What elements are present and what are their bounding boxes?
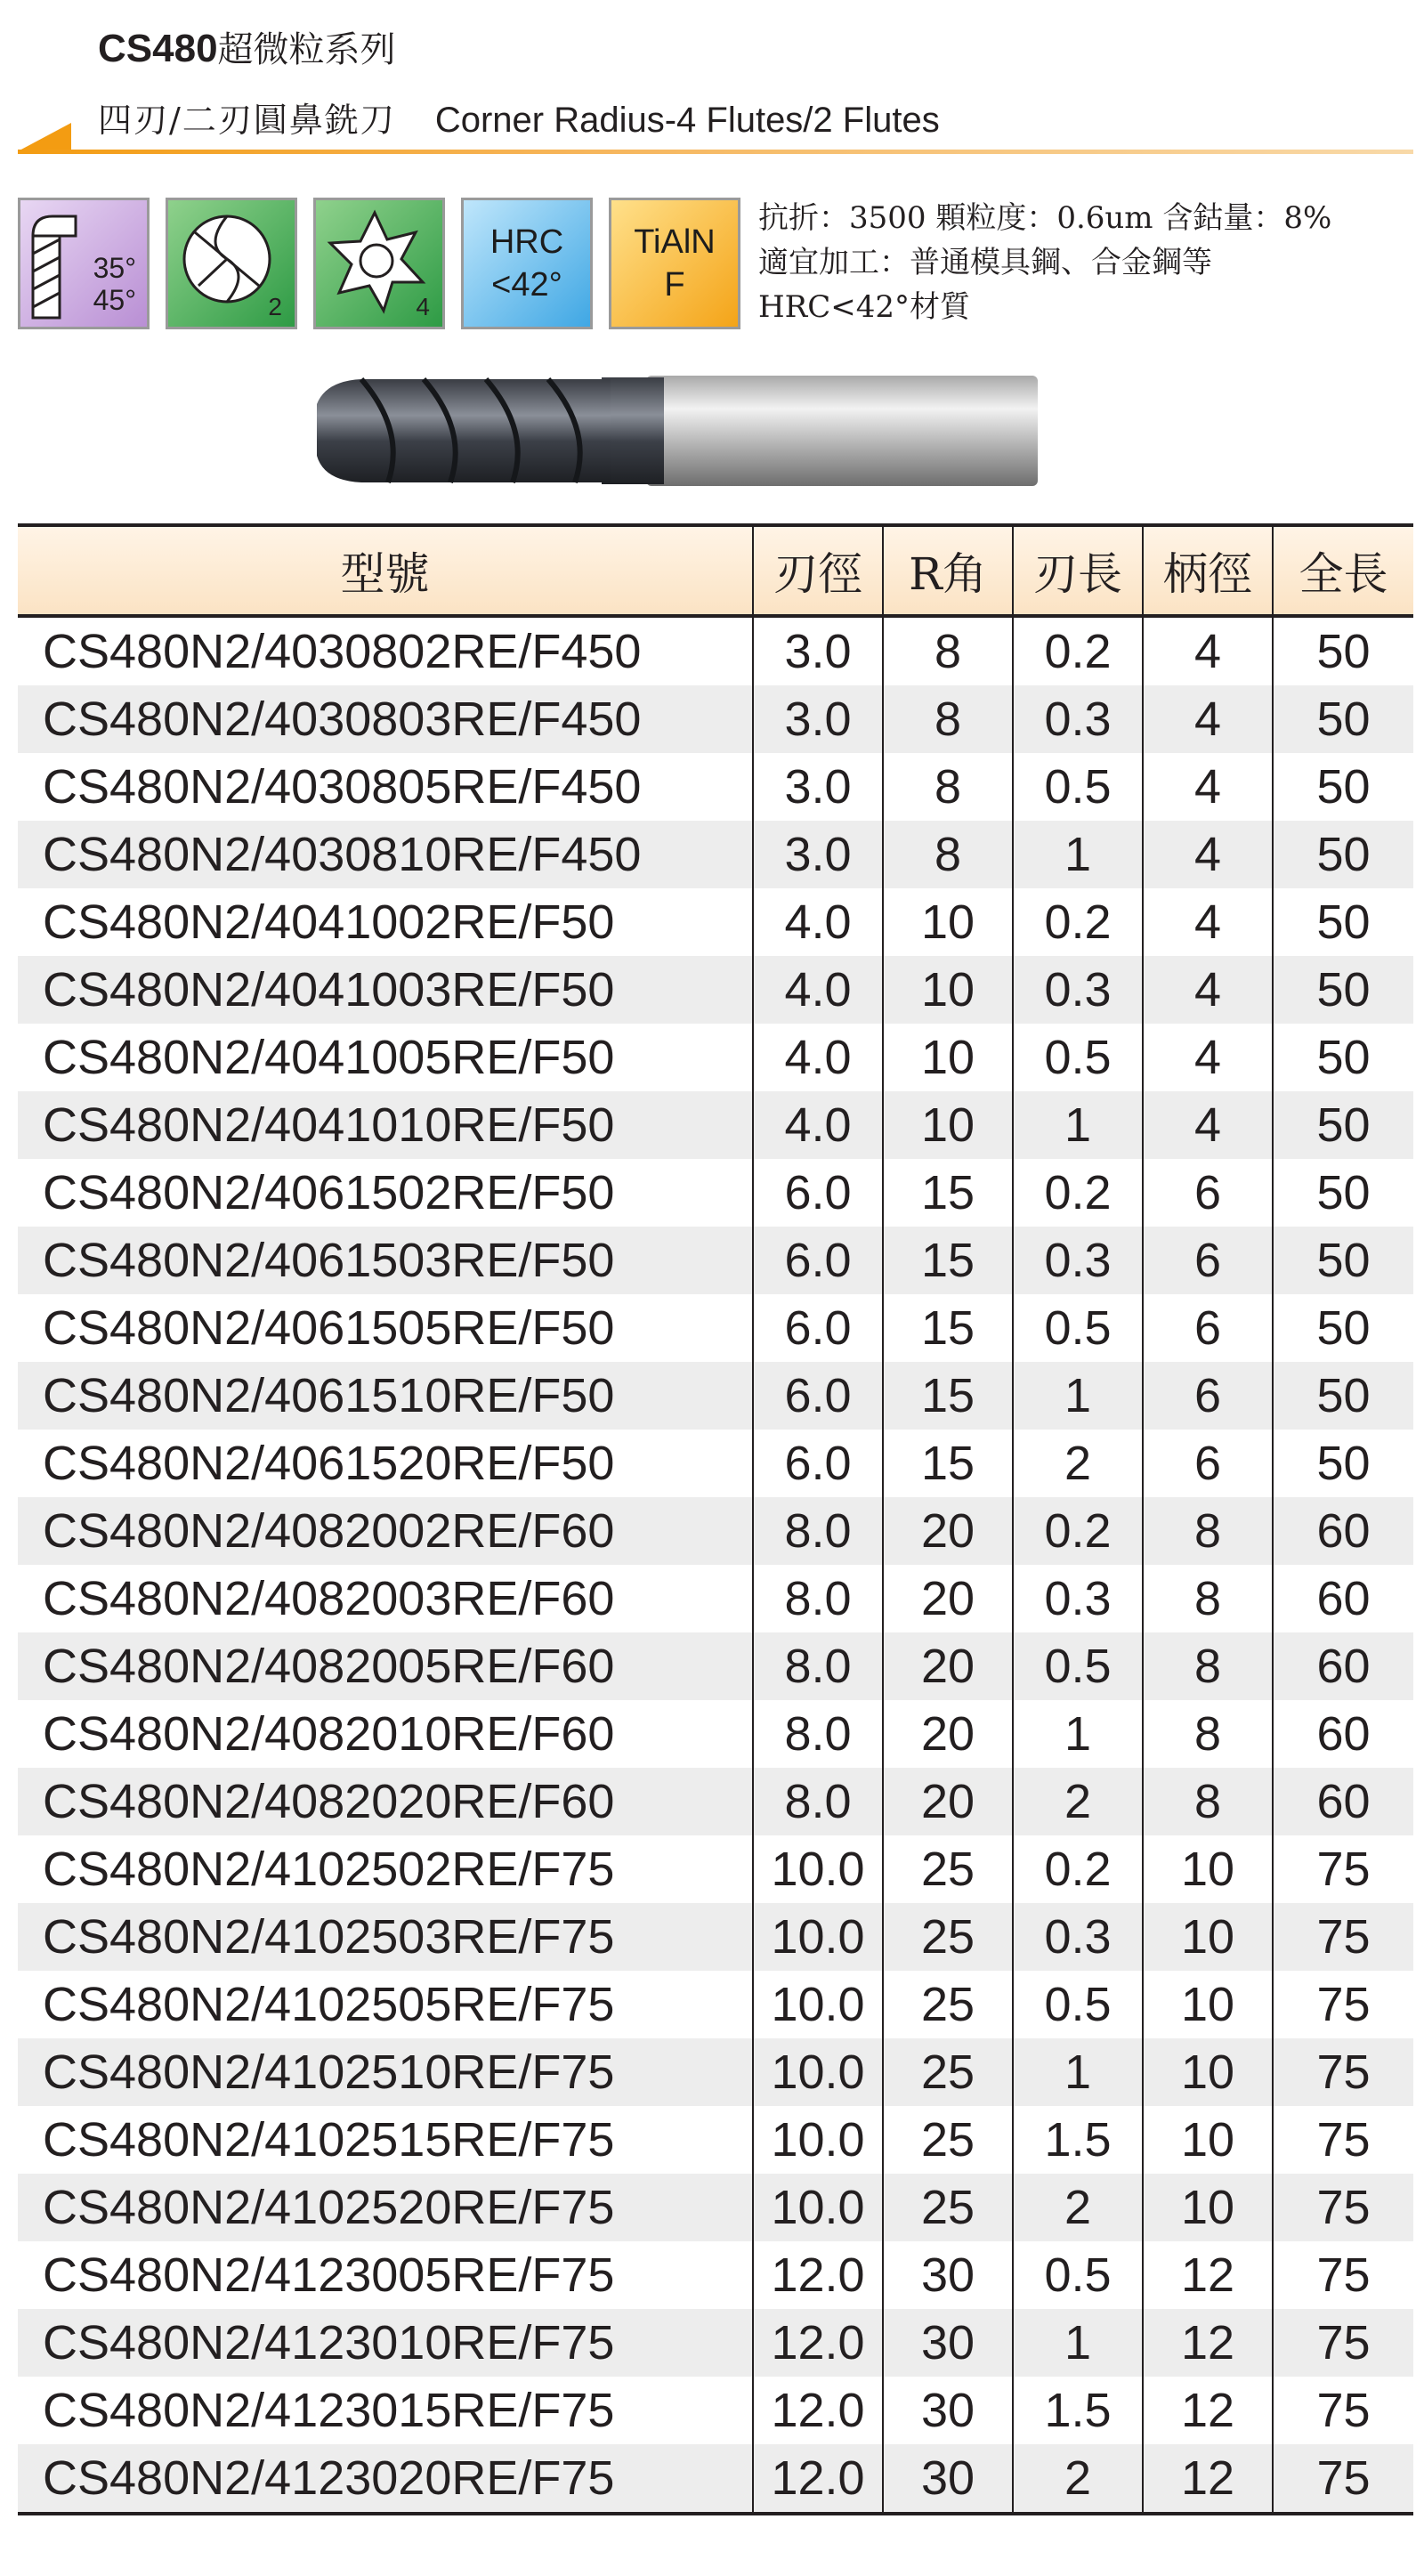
helix-angle-icon bbox=[18, 198, 150, 329]
two-flute-section-icon bbox=[166, 198, 297, 329]
flute-length-cell: 1.5 bbox=[1013, 2106, 1143, 2174]
flute-length-cell: 2 bbox=[1013, 2444, 1143, 2514]
model-cell: CS480N2/4061520RE/F50 bbox=[43, 1437, 615, 1490]
overall-length-cell: 75 bbox=[1273, 1835, 1413, 1903]
flute-length-cell: 2 bbox=[1013, 1768, 1143, 1835]
cutting-diameter-cell: 6.0 bbox=[753, 1430, 883, 1497]
coating-label: TiAlN bbox=[634, 223, 716, 261]
overall-length-cell: 75 bbox=[1273, 1903, 1413, 1971]
flute-length-cell: 0.5 bbox=[1013, 753, 1143, 821]
flute-length-cell: 1 bbox=[1013, 821, 1143, 888]
header-corner-radius: R角 bbox=[883, 525, 1013, 616]
cutting-diameter-cell: 8.0 bbox=[753, 1632, 883, 1700]
shank-diameter-cell: 12 bbox=[1143, 2241, 1273, 2309]
model-cell: CS480N2/4030810RE/F450 bbox=[18, 821, 753, 888]
model-cell: CS480N2/4082010RE/F60 bbox=[43, 1707, 615, 1761]
corner-radius-cell: 20 bbox=[883, 1768, 1013, 1835]
shank-diameter-cell: 8 bbox=[1143, 1497, 1273, 1565]
flute-length-cell: 0.5 bbox=[1013, 1294, 1143, 1362]
table-row bbox=[18, 1565, 1413, 1632]
shank-diameter-cell: 8 bbox=[1143, 1632, 1273, 1700]
flute-length-cell: 1 bbox=[1013, 2038, 1143, 2106]
overall-length-cell: 50 bbox=[1273, 821, 1413, 888]
overall-length-cell: 75 bbox=[1273, 1971, 1413, 2038]
overall-length-cell: 50 bbox=[1273, 1294, 1413, 1362]
overall-length-cell: 50 bbox=[1273, 753, 1413, 821]
spec-line-application: 適宜加工：普通模具鋼、合金鋼等 bbox=[758, 245, 1212, 280]
cutting-diameter-cell: 6.0 bbox=[753, 1159, 883, 1227]
table-row bbox=[18, 1227, 1413, 1294]
model-cell: CS480N2/4102502RE/F75 bbox=[43, 1843, 615, 1896]
cutting-diameter-cell: 10.0 bbox=[753, 1835, 883, 1903]
cutting-diameter-cell: 4.0 bbox=[753, 1024, 883, 1091]
header-cutting-diameter: 刃徑 bbox=[753, 525, 883, 616]
shank-diameter-cell: 6 bbox=[1143, 1362, 1273, 1430]
corner-radius-cell: 25 bbox=[883, 2038, 1013, 2106]
flute-length-cell: 0.3 bbox=[1013, 685, 1143, 753]
model-cell: CS480N2/4041002RE/F50 bbox=[43, 895, 615, 949]
overall-length-cell: 60 bbox=[1273, 1497, 1413, 1565]
table-header-row bbox=[18, 525, 1413, 616]
header-shank-diameter: 柄徑 bbox=[1143, 525, 1273, 616]
flute-length-cell: 0.3 bbox=[1013, 1903, 1143, 1971]
model-cell: CS480N2/4061503RE/F50 bbox=[18, 1227, 753, 1294]
shank-diameter-cell: 4 bbox=[1143, 616, 1273, 685]
model-cell: CS480N2/4123010RE/F75 bbox=[18, 2309, 753, 2377]
shank-diameter-cell: 6 bbox=[1143, 1430, 1273, 1497]
cutting-diameter-cell: 3.0 bbox=[753, 616, 883, 685]
model-cell: CS480N2/4123015RE/F75 bbox=[43, 2384, 615, 2437]
corner-radius-cell: 25 bbox=[883, 1835, 1013, 1903]
shank-diameter-cell: 6 bbox=[1143, 1227, 1273, 1294]
corner-radius-cell: 20 bbox=[883, 1632, 1013, 1700]
shank-diameter-cell: 8 bbox=[1143, 1565, 1273, 1632]
overall-length-cell: 50 bbox=[1273, 1091, 1413, 1159]
two-flute-label: 2 bbox=[268, 293, 282, 320]
cutting-diameter-cell: 6.0 bbox=[753, 1227, 883, 1294]
coating-badge bbox=[609, 198, 740, 329]
flute-length-cell: 1 bbox=[1013, 1700, 1143, 1768]
table-row bbox=[18, 2444, 1413, 2514]
hrc-label: HRC bbox=[490, 223, 564, 261]
shank-diameter-cell: 8 bbox=[1143, 1700, 1273, 1768]
corner-radius-cell: 25 bbox=[883, 2174, 1013, 2241]
corner-radius-cell: 10 bbox=[883, 956, 1013, 1024]
overall-length-cell: 50 bbox=[1273, 888, 1413, 956]
flute-length-cell: 0.5 bbox=[1013, 1024, 1143, 1091]
shank-diameter-cell: 4 bbox=[1143, 1024, 1273, 1091]
table-row bbox=[18, 2309, 1413, 2377]
table-row bbox=[18, 821, 1413, 888]
flute-length-cell: 0.5 bbox=[1013, 1971, 1143, 2038]
cutting-diameter-cell: 6.0 bbox=[753, 1362, 883, 1430]
flute-length-cell: 2 bbox=[1013, 1430, 1143, 1497]
cutting-diameter-cell: 4.0 bbox=[753, 956, 883, 1024]
table-row bbox=[18, 1024, 1413, 1091]
overall-length-cell: 60 bbox=[1273, 1768, 1413, 1835]
table-row bbox=[18, 685, 1413, 753]
spec-line-hardness: HRC<42°材質 bbox=[758, 289, 971, 325]
model-cell: CS480N2/4061505RE/F50 bbox=[43, 1301, 615, 1355]
overall-length-cell: 50 bbox=[1273, 1159, 1413, 1227]
shank-diameter-cell: 12 bbox=[1143, 2377, 1273, 2444]
four-flute-label: 4 bbox=[416, 293, 430, 320]
model-cell: CS480N2/4041003RE/F50 bbox=[18, 956, 753, 1024]
hrc-value: <42° bbox=[491, 266, 562, 304]
corner-radius-cell: 10 bbox=[883, 1024, 1013, 1091]
corner-radius-cell: 25 bbox=[883, 1971, 1013, 2038]
model-cell: CS480N2/4041005RE/F50 bbox=[43, 1031, 615, 1084]
table-row bbox=[18, 1091, 1413, 1159]
flute-length-cell: 0.3 bbox=[1013, 956, 1143, 1024]
table-row bbox=[18, 956, 1413, 1024]
model-cell: CS480N2/4082003RE/F60 bbox=[43, 1572, 615, 1625]
overall-length-cell: 50 bbox=[1273, 616, 1413, 685]
overall-length-cell: 75 bbox=[1273, 2444, 1413, 2514]
subtitle-cn: 四刃/二刃圓鼻銑刀 bbox=[98, 101, 396, 140]
flute-length-cell: 0.2 bbox=[1013, 1497, 1143, 1565]
shank-diameter-cell: 10 bbox=[1143, 1971, 1273, 2038]
table-row bbox=[18, 1362, 1413, 1430]
page-subtitle bbox=[98, 93, 940, 142]
overall-length-cell: 75 bbox=[1273, 2309, 1413, 2377]
shank-diameter-cell: 4 bbox=[1143, 956, 1273, 1024]
subtitle-en: Corner Radius-4 Flutes/2 Flutes bbox=[434, 101, 940, 140]
corner-radius-cell: 20 bbox=[883, 1497, 1013, 1565]
shank-diameter-cell: 8 bbox=[1143, 1768, 1273, 1835]
series-title bbox=[98, 21, 396, 72]
flute-length-cell: 1 bbox=[1013, 2309, 1143, 2377]
header-model: 型號 bbox=[18, 525, 753, 616]
helix-angle-2: 45° bbox=[93, 284, 136, 316]
corner-radius-cell: 8 bbox=[883, 821, 1013, 888]
overall-length-cell: 60 bbox=[1273, 1700, 1413, 1768]
model-cell: CS480N2/4102510RE/F75 bbox=[18, 2038, 753, 2106]
spec-line-strength: 抗折：3500 顆粒度：0.6um 含鈷量：8% bbox=[758, 200, 1332, 236]
table-row bbox=[18, 1835, 1413, 1903]
overall-length-cell: 60 bbox=[1273, 1632, 1413, 1700]
corner-radius-cell: 8 bbox=[883, 685, 1013, 753]
shank-diameter-cell: 10 bbox=[1143, 2106, 1273, 2174]
table-row bbox=[18, 1294, 1413, 1362]
shank-diameter-cell: 6 bbox=[1143, 1159, 1273, 1227]
corner-radius-cell: 10 bbox=[883, 1091, 1013, 1159]
overall-length-cell: 75 bbox=[1273, 2174, 1413, 2241]
cutting-diameter-cell: 3.0 bbox=[753, 753, 883, 821]
shank-diameter-cell: 4 bbox=[1143, 685, 1273, 753]
flute-length-cell: 0.3 bbox=[1013, 1565, 1143, 1632]
table-row bbox=[18, 1497, 1413, 1565]
corner-radius-cell: 20 bbox=[883, 1700, 1013, 1768]
overall-length-cell: 50 bbox=[1273, 956, 1413, 1024]
table-row bbox=[18, 616, 1413, 685]
coating-grade: F bbox=[664, 266, 685, 304]
cutting-diameter-cell: 10.0 bbox=[753, 2106, 883, 2174]
corner-radius-cell: 15 bbox=[883, 1362, 1013, 1430]
table-row bbox=[18, 753, 1413, 821]
flute-length-cell: 0.2 bbox=[1013, 616, 1143, 685]
shank-diameter-cell: 12 bbox=[1143, 2444, 1273, 2514]
shank-diameter-cell: 10 bbox=[1143, 2038, 1273, 2106]
cutting-diameter-cell: 8.0 bbox=[753, 1565, 883, 1632]
shank-diameter-cell: 4 bbox=[1143, 1091, 1273, 1159]
helix-angle-1: 35° bbox=[93, 252, 136, 284]
cutting-diameter-cell: 3.0 bbox=[753, 685, 883, 753]
cutting-diameter-cell: 8.0 bbox=[753, 1700, 883, 1768]
header-rule-arrow bbox=[18, 123, 71, 151]
overall-length-cell: 75 bbox=[1273, 2106, 1413, 2174]
table-row bbox=[18, 1768, 1413, 1835]
header-flute-length: 刃長 bbox=[1013, 525, 1143, 616]
cutting-diameter-cell: 12.0 bbox=[753, 2377, 883, 2444]
model-cell: CS480N2/4030805RE/F450 bbox=[43, 760, 642, 814]
overall-length-cell: 50 bbox=[1273, 1227, 1413, 1294]
table-row bbox=[18, 1971, 1413, 2038]
corner-radius-cell: 25 bbox=[883, 1903, 1013, 1971]
series-name: 超微粒系列 bbox=[217, 29, 396, 70]
model-cell: CS480N2/4030803RE/F450 bbox=[18, 685, 753, 753]
cutting-diameter-cell: 4.0 bbox=[753, 888, 883, 956]
corner-radius-cell: 30 bbox=[883, 2309, 1013, 2377]
model-cell: CS480N2/4082005RE/F60 bbox=[18, 1632, 753, 1700]
corner-radius-cell: 8 bbox=[883, 616, 1013, 685]
cutting-diameter-cell: 10.0 bbox=[753, 1903, 883, 1971]
overall-length-cell: 50 bbox=[1273, 1362, 1413, 1430]
flute-length-cell: 0.5 bbox=[1013, 2241, 1143, 2309]
corner-radius-cell: 15 bbox=[883, 1227, 1013, 1294]
overall-length-cell: 50 bbox=[1273, 1024, 1413, 1091]
flute-length-cell: 0.2 bbox=[1013, 1835, 1143, 1903]
flute-length-cell: 1.5 bbox=[1013, 2377, 1143, 2444]
cutting-diameter-cell: 10.0 bbox=[753, 1971, 883, 2038]
model-cell: CS480N2/4041010RE/F50 bbox=[18, 1091, 753, 1159]
model-cell: CS480N2/4061502RE/F50 bbox=[43, 1166, 615, 1219]
flute-length-cell: 0.5 bbox=[1013, 1632, 1143, 1700]
spec-block bbox=[758, 196, 1331, 329]
flute-length-cell: 0.3 bbox=[1013, 1227, 1143, 1294]
flute-length-cell: 0.2 bbox=[1013, 888, 1143, 956]
shank-diameter-cell: 10 bbox=[1143, 2174, 1273, 2241]
corner-radius-cell: 8 bbox=[883, 753, 1013, 821]
flute-length-cell: 2 bbox=[1013, 2174, 1143, 2241]
corner-radius-cell: 10 bbox=[883, 888, 1013, 956]
corner-radius-cell: 15 bbox=[883, 1159, 1013, 1227]
model-cell: CS480N2/4102520RE/F75 bbox=[18, 2174, 753, 2241]
cutting-diameter-cell: 4.0 bbox=[753, 1091, 883, 1159]
corner-radius-cell: 30 bbox=[883, 2241, 1013, 2309]
helix-angle-values bbox=[93, 252, 136, 316]
model-cell: CS480N2/4102503RE/F75 bbox=[18, 1903, 753, 1971]
table-row bbox=[18, 888, 1413, 956]
end-mill-illustration bbox=[308, 369, 1056, 502]
cutting-diameter-cell: 12.0 bbox=[753, 2241, 883, 2309]
overall-length-cell: 75 bbox=[1273, 2377, 1413, 2444]
shank-diameter-cell: 10 bbox=[1143, 1835, 1273, 1903]
overall-length-cell: 60 bbox=[1273, 1565, 1413, 1632]
overall-length-cell: 50 bbox=[1273, 685, 1413, 753]
cutting-diameter-cell: 3.0 bbox=[753, 821, 883, 888]
corner-radius-cell: 25 bbox=[883, 2106, 1013, 2174]
series-code: CS480 bbox=[98, 27, 218, 70]
shank-diameter-cell: 4 bbox=[1143, 821, 1273, 888]
table-row bbox=[18, 1430, 1413, 1497]
flute-length-cell: 1 bbox=[1013, 1362, 1143, 1430]
shank-diameter-cell: 10 bbox=[1143, 1903, 1273, 1971]
cutting-diameter-cell: 8.0 bbox=[753, 1768, 883, 1835]
cutting-diameter-cell: 10.0 bbox=[753, 2038, 883, 2106]
header-overall-length: 全長 bbox=[1273, 525, 1413, 616]
four-flute-section-icon bbox=[313, 198, 445, 329]
model-cell: CS480N2/4082002RE/F60 bbox=[18, 1497, 753, 1565]
model-cell: CS480N2/4102515RE/F75 bbox=[43, 2113, 615, 2167]
model-cell: CS480N2/4123005RE/F75 bbox=[43, 2248, 615, 2302]
table-row bbox=[18, 2106, 1413, 2174]
table-row bbox=[18, 1159, 1413, 1227]
cutting-diameter-cell: 12.0 bbox=[753, 2309, 883, 2377]
flute-length-cell: 1 bbox=[1013, 1091, 1143, 1159]
cutting-diameter-cell: 10.0 bbox=[753, 2174, 883, 2241]
corner-radius-cell: 15 bbox=[883, 1294, 1013, 1362]
cutting-diameter-cell: 6.0 bbox=[753, 1294, 883, 1362]
table-row bbox=[18, 2241, 1413, 2309]
cutting-diameter-cell: 8.0 bbox=[753, 1497, 883, 1565]
shank-diameter-cell: 6 bbox=[1143, 1294, 1273, 1362]
corner-radius-cell: 20 bbox=[883, 1565, 1013, 1632]
corner-radius-cell: 15 bbox=[883, 1430, 1013, 1497]
overall-length-cell: 75 bbox=[1273, 2241, 1413, 2309]
flute-length-cell: 0.2 bbox=[1013, 1159, 1143, 1227]
table-body bbox=[18, 616, 1413, 2514]
table-row bbox=[18, 1700, 1413, 1768]
table-row bbox=[18, 2174, 1413, 2241]
model-cell: CS480N2/4082020RE/F60 bbox=[18, 1768, 753, 1835]
overall-length-cell: 50 bbox=[1273, 1430, 1413, 1497]
table-row bbox=[18, 2038, 1413, 2106]
model-cell: CS480N2/4030802RE/F450 bbox=[43, 625, 642, 678]
shank-diameter-cell: 4 bbox=[1143, 888, 1273, 956]
hrc-badge bbox=[461, 198, 593, 329]
shank-diameter-cell: 12 bbox=[1143, 2309, 1273, 2377]
cutting-diameter-cell: 12.0 bbox=[753, 2444, 883, 2514]
model-cell: CS480N2/4123020RE/F75 bbox=[18, 2444, 753, 2514]
corner-radius-cell: 30 bbox=[883, 2377, 1013, 2444]
header-rule bbox=[18, 150, 1413, 154]
shank-diameter-cell: 4 bbox=[1143, 753, 1273, 821]
table-row bbox=[18, 1632, 1413, 1700]
overall-length-cell: 75 bbox=[1273, 2038, 1413, 2106]
table-row bbox=[18, 2377, 1413, 2444]
corner-radius-cell: 30 bbox=[883, 2444, 1013, 2514]
product-spec-table bbox=[18, 523, 1413, 2515]
model-cell: CS480N2/4061510RE/F50 bbox=[18, 1362, 753, 1430]
table-row bbox=[18, 1903, 1413, 1971]
model-cell: CS480N2/4102505RE/F75 bbox=[43, 1978, 615, 2031]
